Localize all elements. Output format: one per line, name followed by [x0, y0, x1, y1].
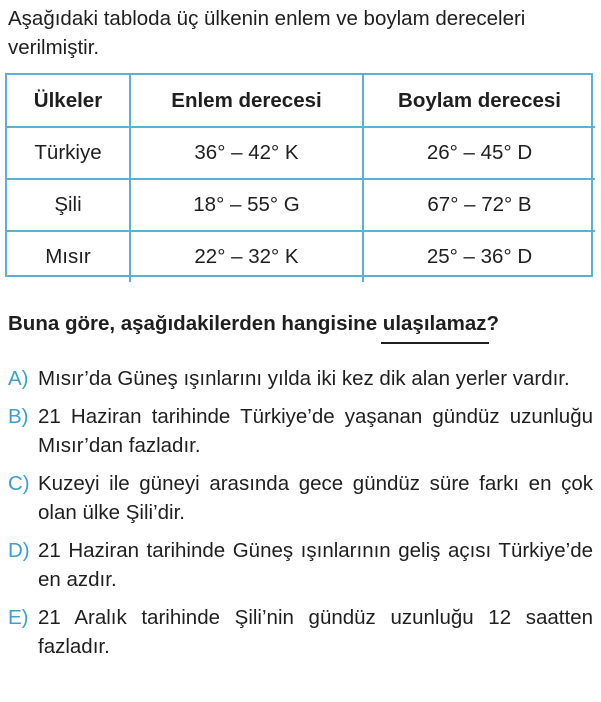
header-longitude: Boylam derecesi — [363, 75, 595, 127]
country-cell: Şili — [7, 179, 130, 231]
question-stem — [8, 312, 499, 336]
longitude-cell: 25° – 36° D — [363, 231, 595, 282]
country-cell: Mısır — [7, 231, 130, 282]
option-e[interactable] — [8, 603, 593, 661]
option-a[interactable] — [8, 364, 593, 393]
table-row — [7, 231, 595, 282]
latitude-cell: 22° – 32° K — [130, 231, 363, 282]
question-negative-word: ulaşılamaz — [382, 312, 487, 335]
coordinates-table — [5, 73, 593, 277]
country-cell: Türkiye — [7, 127, 130, 179]
intro-text: Aşağıdaki tabloda üç ülkenin enlem ve boylam dereceleri verilmiştir. — [8, 7, 526, 59]
longitude-cell: 67° – 72° B — [363, 179, 595, 231]
option-text: Kuzeyi ile güneyi arasında gece gündüz süre farkı en çok olan ülke Şili’dir. — [38, 472, 593, 524]
question-prefix: Buna göre, aşağıdakilerden hangisine — [8, 312, 383, 335]
header-latitude: Enlem derecesi — [130, 75, 363, 127]
option-letter: B) — [8, 405, 29, 428]
option-text: 21 Haziran tarihinde Güneş ışınlarının geliş açısı Türkiye’de en azdır. — [38, 539, 593, 591]
table-row — [7, 127, 595, 179]
option-letter: A) — [8, 367, 29, 390]
option-letter: D) — [8, 539, 30, 562]
longitude-cell: 26° – 45° D — [363, 127, 595, 179]
option-d[interactable] — [8, 536, 593, 594]
latitude-cell: 18° – 55° G — [130, 179, 363, 231]
option-text: Mısır’da Güneş ışınlarını yılda iki kez dik alan yerler vardır. — [38, 367, 570, 390]
option-text: 21 Aralık tarihinde Şili’nin gündüz uzunluğu 12 saatten fazladır. — [38, 606, 593, 658]
latitude-cell: 36° – 42° K — [130, 127, 363, 179]
table-row — [7, 179, 595, 231]
option-b[interactable] — [8, 402, 593, 460]
option-letter: E) — [8, 606, 29, 629]
header-countries: Ülkeler — [7, 75, 130, 127]
answer-options — [8, 364, 593, 670]
option-c[interactable] — [8, 469, 593, 527]
table-header-row — [7, 75, 595, 127]
option-letter: C) — [8, 472, 30, 495]
option-text: 21 Haziran tarihinde Türkiye’de yaşanan gündüz uzunluğu Mısır’dan fazladır. — [38, 405, 593, 457]
question-suffix: ? — [486, 312, 500, 335]
